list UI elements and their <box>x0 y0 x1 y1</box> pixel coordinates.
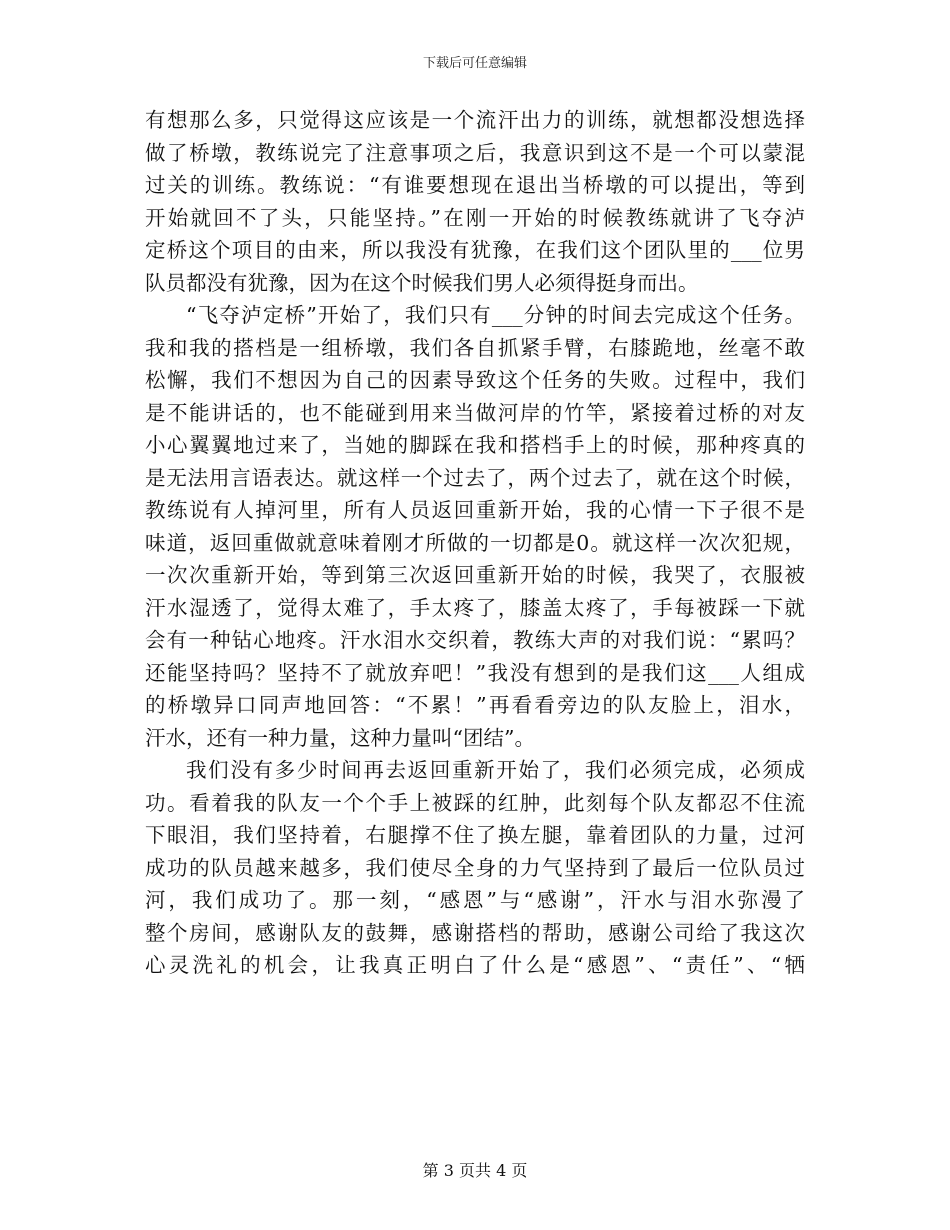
text-line: 汗水，还有一种力量，这种力量叫“团结”。 <box>145 725 535 750</box>
page-footer: 第 3 页共 4 页 <box>422 1161 528 1180</box>
text-line: 会有一种钻心地疼。汗水泪水交织着，教练大声的对我们说：“累吗？ <box>145 628 805 652</box>
text-line: 是无法用言语表达。就这样一个过去了，两个过去了，就在这个时候， <box>145 465 805 490</box>
text-line: 我和我的搭档是一组桥墩，我们各自抓紧手臂，右膝跪地，丝毫不敢 <box>145 335 805 360</box>
text-line: 过关的训练。教练说：“有谁要想现在退出当桥墩的可以提出，等到 <box>145 173 805 197</box>
text-line: 味道，返回重做就意味着刚才所做的一切都是0。就这样一次次犯规， <box>145 530 805 555</box>
text-line: 松懈，我们不想因为自己的因素导致这个任务的失败。过程中，我们 <box>145 368 805 392</box>
text-line: 开始就回不了头，只能坚持。”在刚一开始的时候教练就讲了飞夺泸 <box>145 205 805 230</box>
text-line: 还能坚持吗？坚持不了就放弃吧！”我没有想到的是我们这___人组成 <box>145 660 805 685</box>
text-line: 的桥墩异口同声地回答：“不累！”再看看旁边的队友脸上，泪水， <box>145 693 805 717</box>
text-line: 做了桥墩，教练说完了注意事项之后，我意识到这不是一个可以蒙混 <box>145 140 805 165</box>
text-line: 汗水湿透了，觉得太难了，手太疼了，膝盖太疼了，手每被踩一下就 <box>145 595 805 620</box>
text-line: 一次次重新开始，等到第三次返回重新开始的时候，我哭了，衣服被 <box>145 563 805 587</box>
text-line: 教练说有人掉河里，所有人员返回重新开始，我的心情一下子很不是 <box>145 498 805 522</box>
text-line: 河，我们成功了。那一刻，“感恩”与“感谢”，汗水与泪水弥漫了 <box>145 888 805 912</box>
text-line: 下眼泪，我们坚持着，右腿撑不住了换左腿，靠着团队的力量，过河 <box>145 823 805 847</box>
text-line: 整个房间，感谢队友的鼓舞，感谢搭档的帮助，感谢公司给了我这次 <box>145 920 805 945</box>
text-line: 是不能讲话的，也不能碰到用来当做河岸的竹竿，紧接着过桥的对友 <box>145 400 805 425</box>
text-line: “飞夺泸定桥”开始了，我们只有___分钟的时间去完成这个任务。 <box>186 303 805 327</box>
text-line: 心灵洗礼的机会，让我真正明白了什么是“感恩”、“责任”、“牺 <box>145 953 805 977</box>
text-line: 有想那么多，只觉得这应该是一个流汗出力的训练，就想都没想选择 <box>145 108 805 132</box>
text-line: 队员都没有犹豫，因为在这个时候我们男人必须得挺身而出。 <box>145 270 699 295</box>
text-line: 我们没有多少时间再去返回重新开始了，我们必须完成，必须成 <box>186 758 805 782</box>
text-line: 小心翼翼地过来了，当她的脚踩在我和搭档手上的时候，那种疼真的 <box>145 433 805 457</box>
text-line: 功。看着我的队友一个个手上被踩的红肿，此刻每个队友都忍不住流 <box>145 790 805 815</box>
page-header: 下载后可任意编辑 <box>422 56 527 71</box>
text-line: 定桥这个项目的由来，所以我没有犹豫，在我们这个团队里的___位男 <box>145 238 805 262</box>
body-text <box>145 104 805 982</box>
text-line: 成功的队员越来越多，我们使尽全身的力气坚持到了最后一位队员过 <box>145 855 805 880</box>
